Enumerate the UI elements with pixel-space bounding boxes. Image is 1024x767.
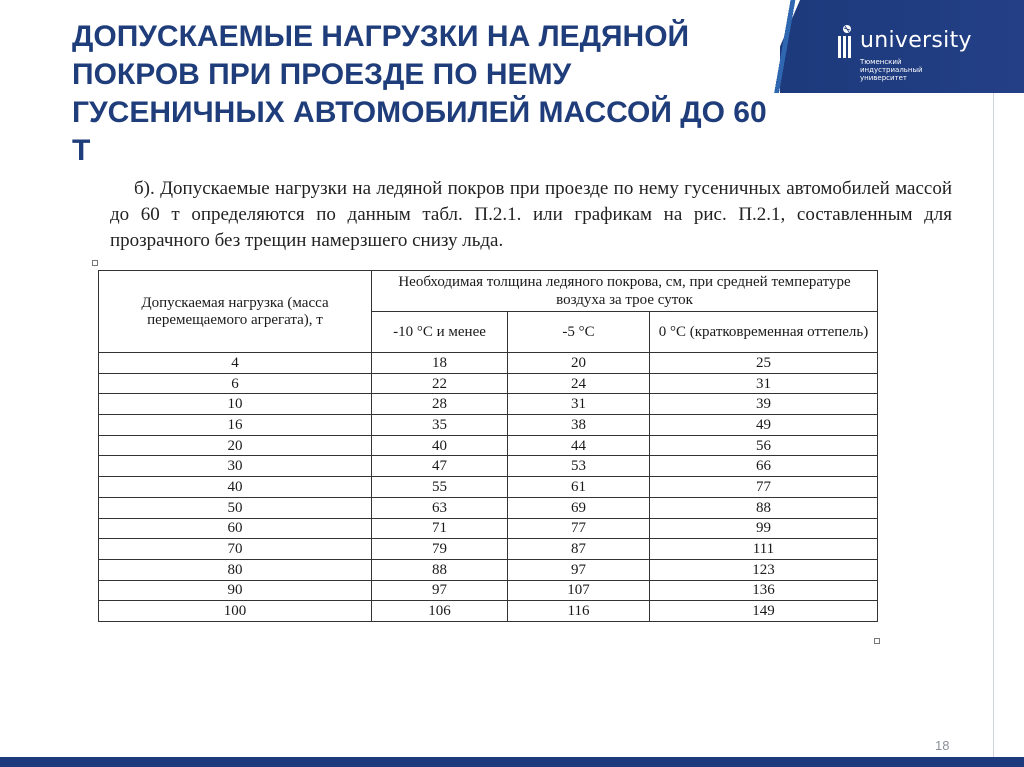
logo-subtitle: Тюменский индустриальный университет [860, 58, 923, 82]
cell-minus10: 28 [372, 394, 508, 415]
cell-minus10: 97 [372, 580, 508, 601]
cell-minus5: 61 [508, 477, 650, 498]
cell-load: 20 [99, 435, 372, 456]
cell-minus10: 79 [372, 539, 508, 560]
table-row [99, 539, 878, 560]
cell-zero: 111 [650, 539, 878, 560]
slide-edge-divider [993, 93, 994, 757]
cell-zero: 88 [650, 497, 878, 518]
cell-load: 16 [99, 415, 372, 436]
cell-minus5: 69 [508, 497, 650, 518]
cell-minus5: 24 [508, 373, 650, 394]
cell-load: 50 [99, 497, 372, 518]
table-row [99, 601, 878, 622]
cell-load: 10 [99, 394, 372, 415]
table-row [99, 456, 878, 477]
subheader-minus5: -5 °С [508, 312, 650, 353]
cell-minus5: 44 [508, 435, 650, 456]
subheader-zero: 0 °С (кратковременная оттепель) [650, 312, 878, 353]
cell-load: 80 [99, 559, 372, 580]
header-load: Допускаемая нагрузка (масса перемещаемого агрегата), т [99, 271, 372, 353]
table-row [99, 435, 878, 456]
cell-load: 60 [99, 518, 372, 539]
cell-load: 30 [99, 456, 372, 477]
cell-zero: 56 [650, 435, 878, 456]
cell-load: 100 [99, 601, 372, 622]
cell-zero: 39 [650, 394, 878, 415]
cell-zero: 66 [650, 456, 878, 477]
cell-zero: 123 [650, 559, 878, 580]
cell-minus10: 22 [372, 373, 508, 394]
cell-minus10: 47 [372, 456, 508, 477]
cell-minus10: 40 [372, 435, 508, 456]
cell-minus10: 106 [372, 601, 508, 622]
selection-handle [92, 260, 98, 266]
cell-zero: 25 [650, 353, 878, 374]
table-row [99, 415, 878, 436]
subheader-minus10: -10 °С и менее [372, 312, 508, 353]
cell-minus10: 18 [372, 353, 508, 374]
cell-zero: 31 [650, 373, 878, 394]
cell-load: 70 [99, 539, 372, 560]
cell-zero: 49 [650, 415, 878, 436]
cell-minus5: 38 [508, 415, 650, 436]
logo-wordmark: university [860, 28, 972, 53]
table-row [99, 559, 878, 580]
page-number: 18 [935, 738, 950, 753]
cell-load: 4 [99, 353, 372, 374]
cell-zero: 77 [650, 477, 878, 498]
cell-minus5: 20 [508, 353, 650, 374]
table-row [99, 580, 878, 601]
cell-load: 40 [99, 477, 372, 498]
cell-minus5: 116 [508, 601, 650, 622]
table-row [99, 518, 878, 539]
cell-minus10: 35 [372, 415, 508, 436]
cell-minus5: 31 [508, 394, 650, 415]
cell-minus5: 53 [508, 456, 650, 477]
cell-zero: 136 [650, 580, 878, 601]
cell-minus10: 71 [372, 518, 508, 539]
cell-minus10: 55 [372, 477, 508, 498]
selection-handle [874, 638, 880, 644]
cell-minus5: 97 [508, 559, 650, 580]
cell-minus5: 87 [508, 539, 650, 560]
table-row [99, 394, 878, 415]
cell-minus10: 88 [372, 559, 508, 580]
table-row [99, 497, 878, 518]
university-logo-icon [835, 24, 855, 62]
cell-load: 6 [99, 373, 372, 394]
table-row [99, 373, 878, 394]
cell-minus5: 107 [508, 580, 650, 601]
cell-minus10: 63 [372, 497, 508, 518]
cell-minus5: 77 [508, 518, 650, 539]
table-row [99, 477, 878, 498]
slide-title: ДОПУСКАЕМЫЕ НАГРУЗКИ НА ЛЕДЯНОЙ ПОКРОВ ПРИ ПРОЕЗДЕ ПО НЕМУ ГУСЕНИЧНЫХ АВТОМОБИЛЕЙ МАССОЙ ДО 60 Т [72, 20, 767, 167]
header-thickness: Необходимая толщина ледяного покрова, см, при средней температуре воздуха за трое суток [372, 271, 878, 312]
cell-zero: 149 [650, 601, 878, 622]
body-paragraph: б). Допускаемые нагрузки на ледяной покров при проезде по нему гусеничных автомобилей массой до 60 т определяются по данным табл. П.2.1. или графикам на рис. П.2.1, составленным для прозрачного без трещин намерзшего снизу льда. [110, 178, 952, 251]
cell-load: 90 [99, 580, 372, 601]
ice-load-table [98, 270, 878, 622]
cell-zero: 99 [650, 518, 878, 539]
footer-band [0, 757, 1024, 767]
table-row [99, 353, 878, 374]
